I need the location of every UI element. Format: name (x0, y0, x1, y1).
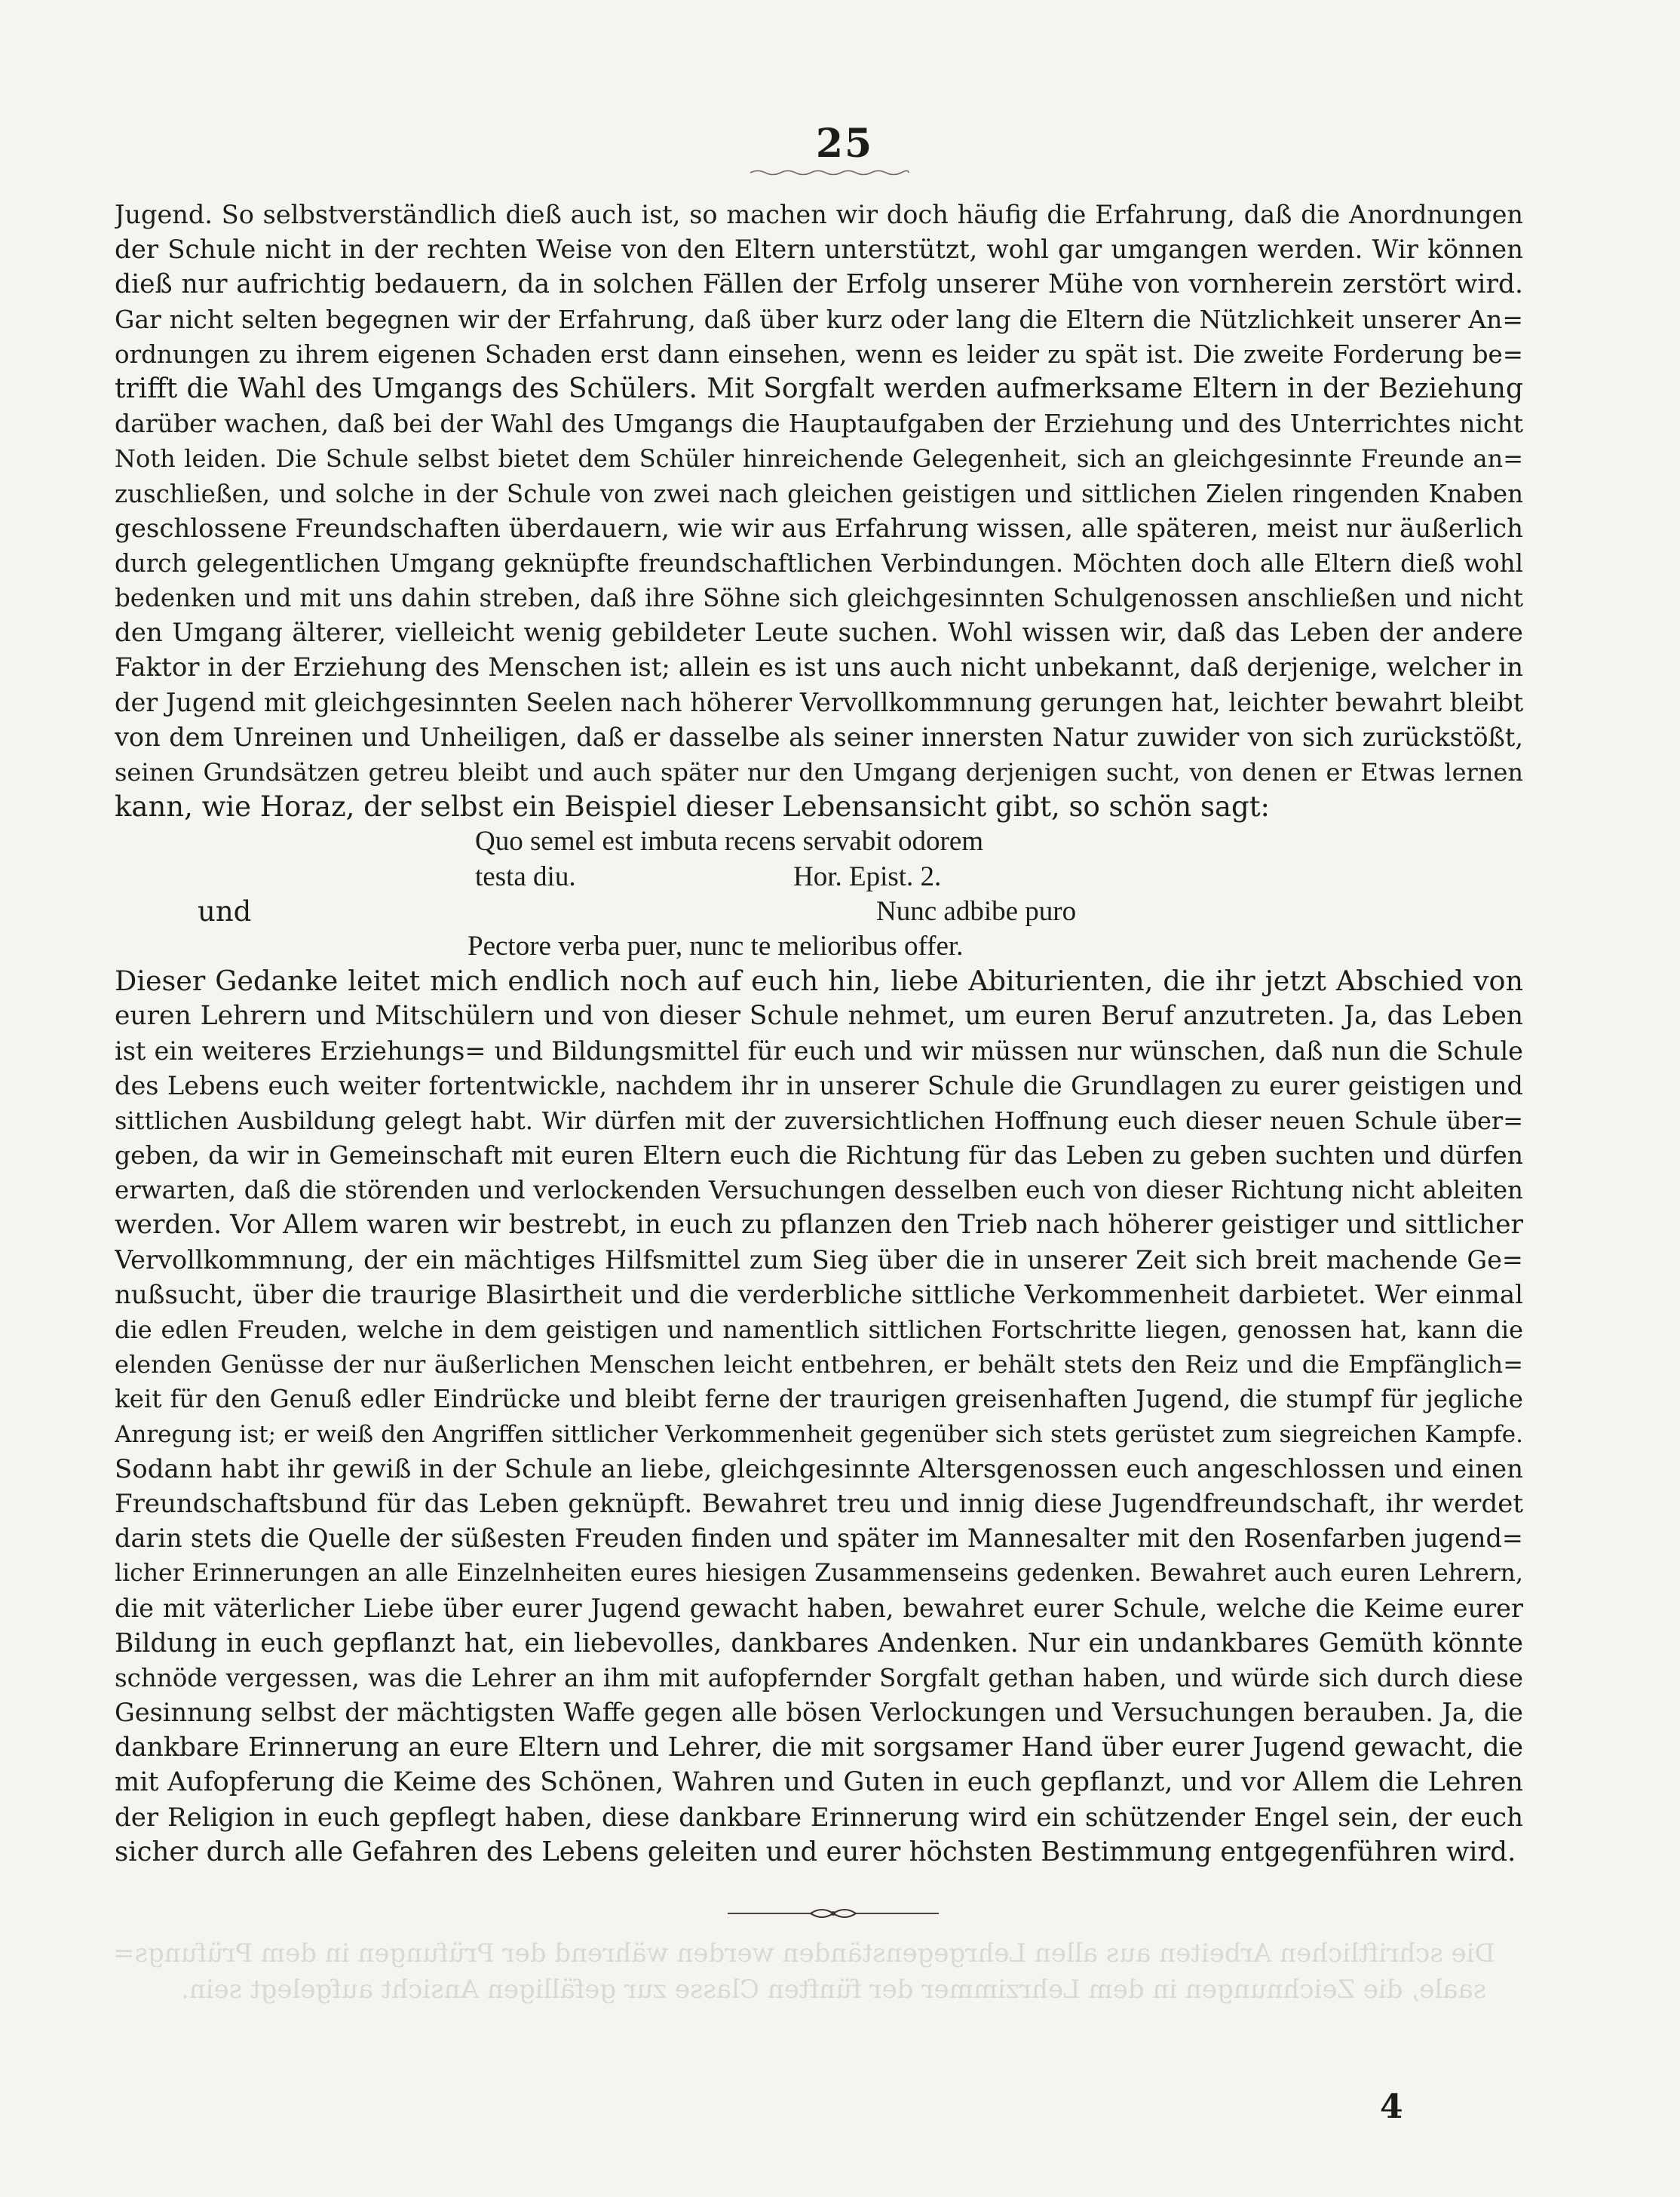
quote-reference: Hor. Epist. 2. (793, 861, 942, 892)
bleedthrough-line-2: saale, die Zeichnungen in dem Lehrzimmer der fünften Classe zur gefälligen Ansicht aufgelegt sein. (181, 1975, 1487, 2005)
text-line: Bildung in euch gepflanzt hat, ein liebevolles, dankbares Andenken. Nur ein undankbares Gemüth könnte (115, 1628, 1523, 1658)
text-line: den Umgang älterer, vielleicht wenig gebildeter Leute suchen. Wohl wissen wir, daß das Leben der andere (115, 618, 1523, 649)
text-line: Sodann habt ihr gewiß in der Schule an liebe, gleichgesinnte Altersgenossen euch angeschlossen und einen (115, 1453, 1523, 1484)
text-line: ist ein weiteres Erziehungs= und Bildungsmittel für euch und wir müssen nur wünschen, daß nun die Schule (115, 1036, 1523, 1066)
text-line: licher Erinnerungen an alle Einzelnheiten eures hiesigen Zusammenseins gedenken. Bewahret auch euren Lehrern, (115, 1560, 1523, 1588)
text-line: die mit väterlicher Liebe über eurer Jugend gewacht haben, bewahret eurer Schule, welche die Keime eurer (115, 1593, 1523, 1623)
paragraph-2 (115, 964, 1523, 1870)
text-line: kann, wie Horaz, der selbst ein Beispiel dieser Lebensansicht gibt, so schön sagt: (115, 790, 1271, 824)
text-line: von dem Unreinen und Unheiligen, daß er dasselbe als seiner innersten Natur zuwider von sich zurückstößt, (115, 722, 1523, 752)
text-line: trifft die Wahl des Umgangs des Schülers. Mit Sorgfalt werden aufmerksame Eltern in der Beziehung (115, 373, 1523, 404)
text-line: euren Lehrern und Mitschülern und von dieser Schule nehmet, um euren Beruf anzutreten. Ja, das Leben (115, 1001, 1523, 1032)
quote-line-1 (115, 824, 1523, 859)
text-line: schnöde vergessen, was die Lehrer an ihm mit aufopfernder Sorgfalt gethan haben, und würde sich durch diese (115, 1663, 1523, 1692)
signature-mark: 4 (1380, 2088, 1403, 2126)
text-line: werden. Vor Allem waren wir bestrebt, in euch zu pflanzen den Trieb nach höherer geistiger und sittlicher (115, 1210, 1523, 1241)
quote-text: Quo semel est imbuta recens servabit odorem (475, 826, 984, 858)
text-line: erwarten, daß die störenden und verlockenden Versuchungen desselben euch von dieser Richtung nicht ableiten (115, 1176, 1523, 1205)
quote-line-4 (115, 929, 1523, 964)
text-line: Noth leiden. Die Schule selbst bietet dem Schüler hinreichende Gelegenheit, sich an gleichgesinnte Freunde an= (115, 444, 1523, 474)
text-line: sittlichen Ausbildung gelegt habt. Wir dürfen mit der zuversichtlichen Hoffnung euch dieser neuen Schule über= (115, 1106, 1523, 1135)
body-text (115, 198, 1523, 1870)
text-line: ordnungen zu ihrem eigenen Schaden erst dann einsehen, wenn es leider zu spät ist. Die zweite Forderung be= (115, 339, 1523, 369)
text-line: elenden Genüsse der nur äußerlichen Menschen leicht entbehren, er behält stets den Reiz und die Empfänglich= (115, 1350, 1523, 1379)
text-line: die edlen Freuden, welche in dem geistigen und namentlich sittlichen Fortschritte liegen, genossen hat, kann die (115, 1315, 1523, 1344)
quote-text: Nunc adbibe puro (876, 895, 1077, 927)
bleedthrough-line-1: Die schriftlichen Arbeiten aus allen Lehrgegenständen werden während der Prüfungen in dem Prüfungs= (113, 1938, 1495, 1968)
text-line: dankbare Erinnerung an eure Eltern und Lehrer, die mit sorgsamer Hand über eurer Jugend gewacht, die (115, 1732, 1523, 1763)
quote-text: Pectore verba puer, nunc te melioribus offer. (468, 930, 964, 962)
text-line: des Lebens euch weiter fortentwickle, nachdem ihr in unserer Schule die Grundlagen zu eurer geistigen und (115, 1070, 1523, 1100)
paragraph-1 (115, 198, 1523, 824)
text-line: dieß nur aufrichtig bedauern, da in solchen Fällen der Erfolg unserer Mühe von vornherein zerstört wird. (115, 269, 1523, 300)
text-line: darin stets die Quelle der süßesten Freuden finden und später im Mannesalter mit den Rosenfarben jugend= (115, 1523, 1523, 1554)
text-line: bedenken und mit uns dahin streben, daß ihre Söhne sich gleichgesinnten Schulgenossen anschließen und nicht (115, 584, 1523, 613)
text-line: Anregung ist; er weiß den Angriffen sittlicher Verkommenheit gegenüber sich stets gerüstet zum siegreichen Kampfe. (115, 1420, 1523, 1448)
end-ornament (720, 1904, 946, 1922)
text-line: mit Aufopferung die Keime des Schönen, Wahren und Guten in euch gepflanzt, und vor Allem die Lehren (115, 1767, 1523, 1798)
text-line: Vervollkommnung, der ein mächtiges Hilfsmittel zum Sieg über die in unserer Zeit sich breit machende Ge= (115, 1244, 1523, 1275)
text-line: Dieser Gedanke leitet mich endlich noch auf euch hin, liebe Abiturienten, die ihr jetzt Abschied von (115, 965, 1523, 998)
text-line: Jugend. So selbstverständlich dieß auch ist, so machen wir doch häufig die Erfahrung, daß die Anordnungen (115, 200, 1523, 229)
text-line: nußsucht, über die traurige Blasirtheit und die verderbliche sittliche Verkommenheit darbietet. Wer einmal (115, 1279, 1523, 1310)
text-line: keit für den Genuß edler Eindrücke und bleibt ferne der traurigen greisenhaften Jugend, die stumpf für jegliche (115, 1385, 1523, 1414)
text-line: der Religion in euch gepflegt haben, diese dankbare Erinnerung wird ein schützender Engel sein, der euch (115, 1802, 1523, 1833)
quote-text: testa diu. (475, 861, 576, 892)
text-line: der Schule nicht in der rechten Weise von den Eltern unterstützt, wohl gar umgangen werden. Wir können (115, 235, 1523, 265)
quote-line-3 (115, 894, 1523, 929)
text-line: Gesinnung selbst der mächtigsten Waffe gegen alle bösen Verlockungen und Versuchungen berauben. Ja, die (115, 1698, 1523, 1728)
text-line: durch gelegentlichen Umgang geknüpfte freundschaftlichen Verbindungen. Möchten doch alle Eltern dieß wohl (115, 548, 1523, 578)
page-number: 25 (815, 121, 874, 167)
quote-connector: und (198, 894, 252, 928)
text-line: Freundschaftsbund für das Leben geknüpft. Bewahret treu und innig diese Jugendfreundschaft, ihr werdet (115, 1488, 1523, 1519)
text-line: seinen Grundsätzen getreu bleibt und auch später nur den Umgang derjenigen sucht, von denen er Etwas lernen (115, 758, 1523, 787)
text-line: der Jugend mit gleichgesinnten Seelen nach höherer Vervollkommnung gerungen hat, leichter bewahrt bleibt (115, 687, 1523, 717)
header-ornament (746, 167, 912, 178)
text-line: sicher durch alle Gefahren des Lebens geleiten und eurer höchsten Bestimmung entgegenführen wird. (115, 1836, 1516, 1867)
quote-line-2 (115, 860, 1523, 894)
text-line: geschlossene Freundschaften überdauern, wie wir aus Erfahrung wissen, alle späteren, meist nur äußerlich (115, 513, 1523, 544)
text-line: Gar nicht selten begegnen wir der Erfahrung, daß über kurz oder lang die Eltern die Nützlichkeit unserer An= (115, 304, 1523, 334)
text-line: Faktor in der Erziehung des Menschen ist; allein es ist uns auch nicht unbekannt, daß derjenige, welcher in (115, 652, 1523, 683)
text-line: geben, da wir in Gemeinschaft mit euren Eltern euch die Richtung für das Leben zu geben suchten und dürfen (115, 1140, 1523, 1171)
text-line: darüber wachen, daß bei der Wahl des Umgangs die Hauptaufgaben der Erziehung und des Unterrichtes nicht (115, 409, 1523, 439)
text-line: zuschließen, und solche in der Schule von zwei nach gleichen geistigen und sittlichen Zielen ringenden Knaben (115, 479, 1523, 508)
